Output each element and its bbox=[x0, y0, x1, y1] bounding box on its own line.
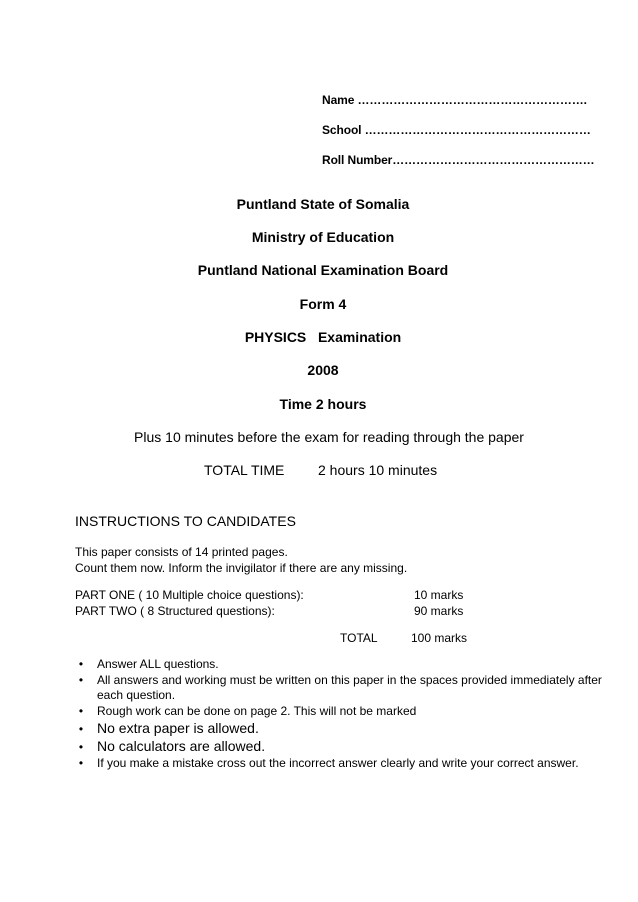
instructions-heading: INSTRUCTIONS TO CANDIDATES bbox=[75, 513, 296, 529]
part-one-label: PART ONE ( 10 Multiple choice questions): bbox=[75, 588, 304, 602]
bullet-icon: • bbox=[78, 722, 84, 736]
list-item: • If you make a mistake cross out the incorrect answer clearly and write your correct answer. bbox=[75, 756, 605, 771]
total-marks: 100 marks bbox=[411, 631, 468, 645]
bullet-icon: • bbox=[78, 756, 84, 770]
list-item: • No calculators are allowed. bbox=[75, 738, 605, 755]
total-time-label: TOTAL TIME bbox=[204, 462, 285, 478]
roll-number-field: Roll Number…………………………………………… bbox=[322, 153, 595, 167]
instruction-list bbox=[75, 657, 605, 772]
count-line: Count them now. Inform the invigilator if there are any missing. bbox=[75, 561, 408, 575]
part-two-label: PART TWO ( 8 Structured questions): bbox=[75, 604, 275, 618]
subject-title: PHYSICS Examination bbox=[244, 329, 402, 345]
bullet-icon: • bbox=[78, 673, 84, 687]
board-title: Puntland National Examination Board bbox=[197, 262, 449, 278]
name-field: Name …………………………………………………. bbox=[322, 93, 587, 107]
bullet-icon: • bbox=[78, 704, 84, 718]
state-title: Puntland State of Somalia bbox=[236, 196, 410, 212]
list-item: • Answer ALL questions. bbox=[75, 657, 605, 672]
school-field: School ………………………………………………… bbox=[322, 123, 591, 137]
pages-line: This paper consists of 14 printed pages. bbox=[75, 545, 288, 559]
list-item: • Rough work can be done on page 2. This will not be marked bbox=[75, 704, 605, 719]
time-title: Time 2 hours bbox=[279, 396, 367, 412]
total-time-value: 2 hours 10 minutes bbox=[318, 462, 438, 478]
form-title: Form 4 bbox=[299, 296, 347, 312]
bullet-icon: • bbox=[78, 740, 84, 754]
ministry-title: Ministry of Education bbox=[251, 229, 395, 245]
list-item: • No extra paper is allowed. bbox=[75, 720, 605, 737]
list-item: • All answers and working must be written on this paper in the spaces provided immediately after each question. bbox=[75, 673, 605, 703]
bullet-icon: • bbox=[78, 657, 84, 671]
part-one-marks: 10 marks bbox=[414, 588, 464, 602]
year-title: 2008 bbox=[307, 362, 339, 378]
reading-time-line: Plus 10 minutes before the exam for reading through the paper bbox=[134, 429, 524, 445]
total-label: TOTAL bbox=[340, 631, 378, 645]
part-two-marks: 90 marks bbox=[414, 604, 464, 618]
